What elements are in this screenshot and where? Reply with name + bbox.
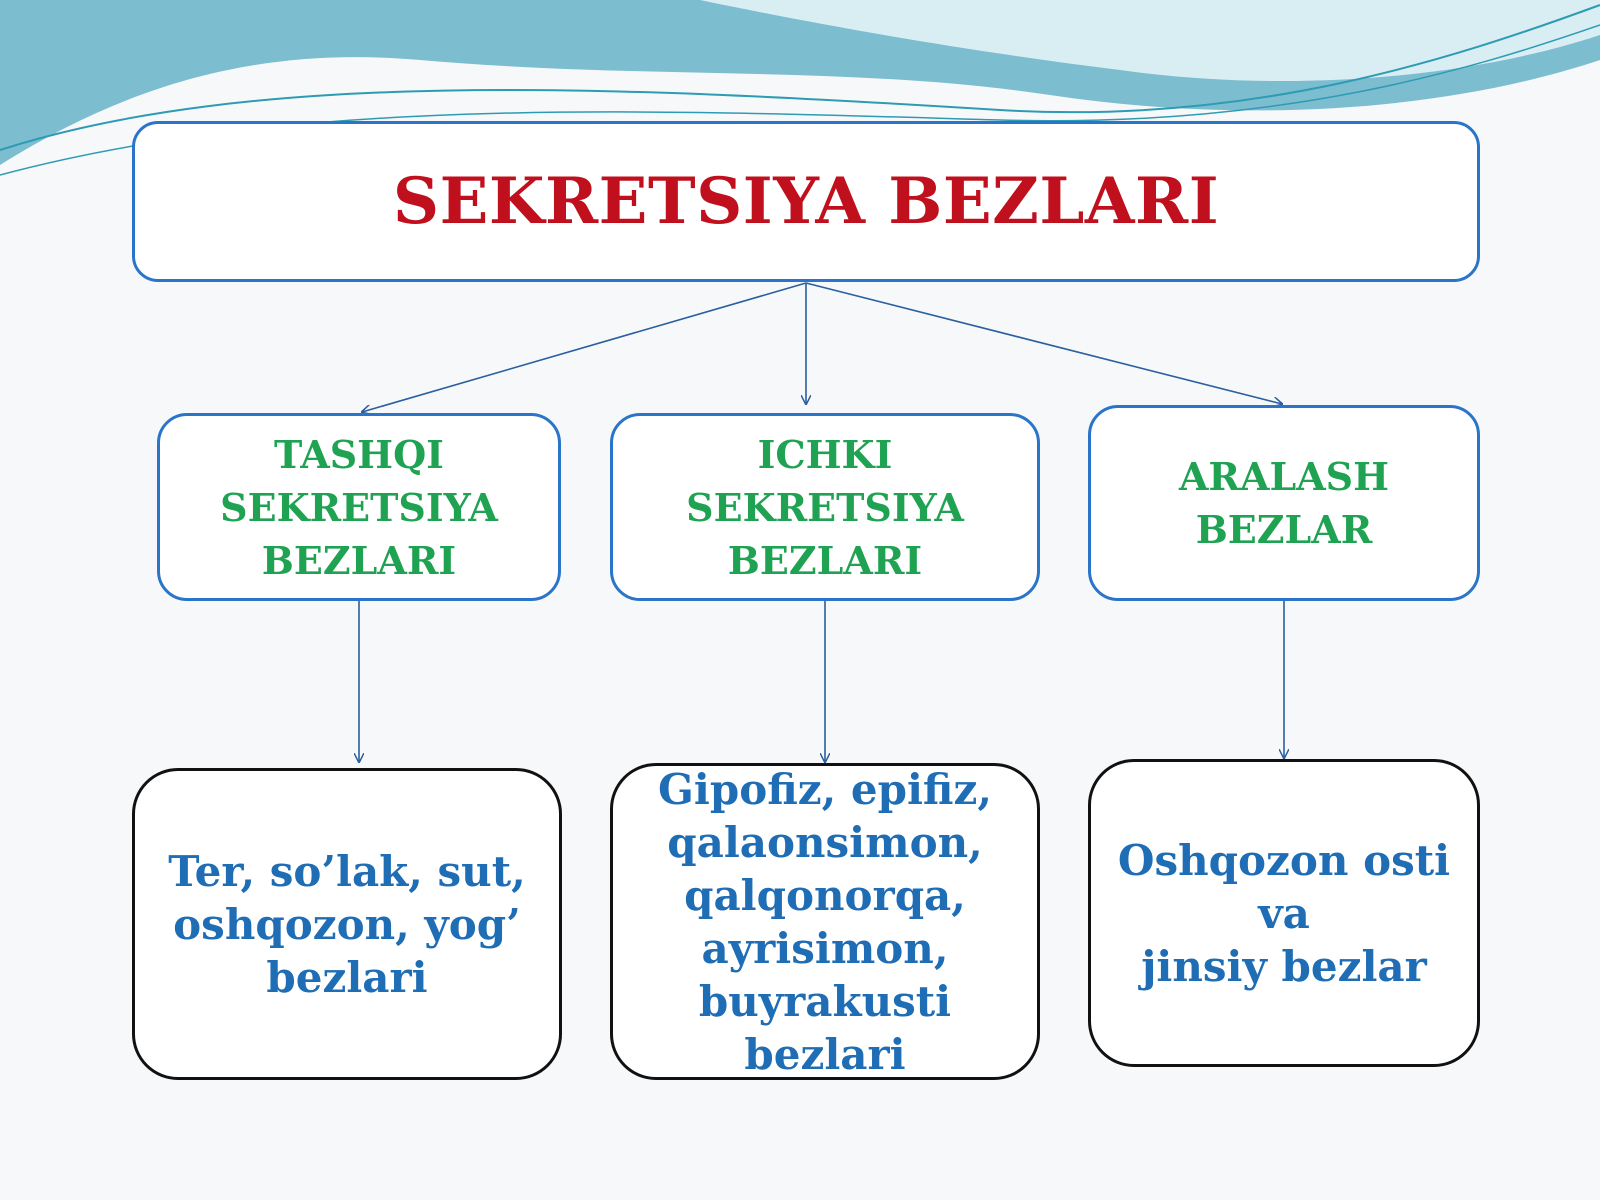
category-label-line: ARALASH xyxy=(1178,454,1390,499)
arrow-title-to-mixed xyxy=(806,283,1282,404)
category-label-line: TASHQI xyxy=(274,431,444,477)
example-line: Oshqozon osti xyxy=(1117,835,1451,885)
example-line: bezlari xyxy=(744,1029,906,1079)
diagram-title: SEKRETSIYA BEZLARI xyxy=(392,164,1220,239)
example-line: oshqozon, yog’ xyxy=(173,899,521,949)
example-line: ayrisimon, xyxy=(701,923,949,973)
example-line: jinsiy bezlar xyxy=(1141,941,1427,991)
category-label-line: ICHKI xyxy=(757,431,893,477)
example-box-mixed xyxy=(1088,759,1480,1067)
category-label-line: BEZLARI xyxy=(727,537,923,583)
example-line: Gipofiz, epifiz, xyxy=(658,764,992,814)
category-label-line: SEKRETSIYA xyxy=(686,484,964,530)
example-box-internal xyxy=(610,763,1040,1080)
category-box-external xyxy=(157,413,561,601)
category-box-internal xyxy=(610,413,1040,601)
example-line: va xyxy=(1258,888,1310,938)
category-label-line: SEKRETSIYA xyxy=(220,484,498,530)
example-line: qalaonsimon, xyxy=(667,817,983,867)
arrow-title-to-external xyxy=(362,283,806,412)
diagram-title-box xyxy=(132,121,1480,282)
example-line: qalqonorqa, xyxy=(684,870,966,920)
category-label-line: BEZLARI xyxy=(261,537,457,583)
example-line: Ter, so’lak, sut, xyxy=(168,846,526,896)
example-line: buyrakusti xyxy=(698,976,952,1026)
category-box-mixed xyxy=(1088,405,1480,601)
category-label-line: BEZLAR xyxy=(1195,507,1373,552)
example-line: bezlari xyxy=(266,952,428,1002)
example-box-external xyxy=(132,768,562,1080)
